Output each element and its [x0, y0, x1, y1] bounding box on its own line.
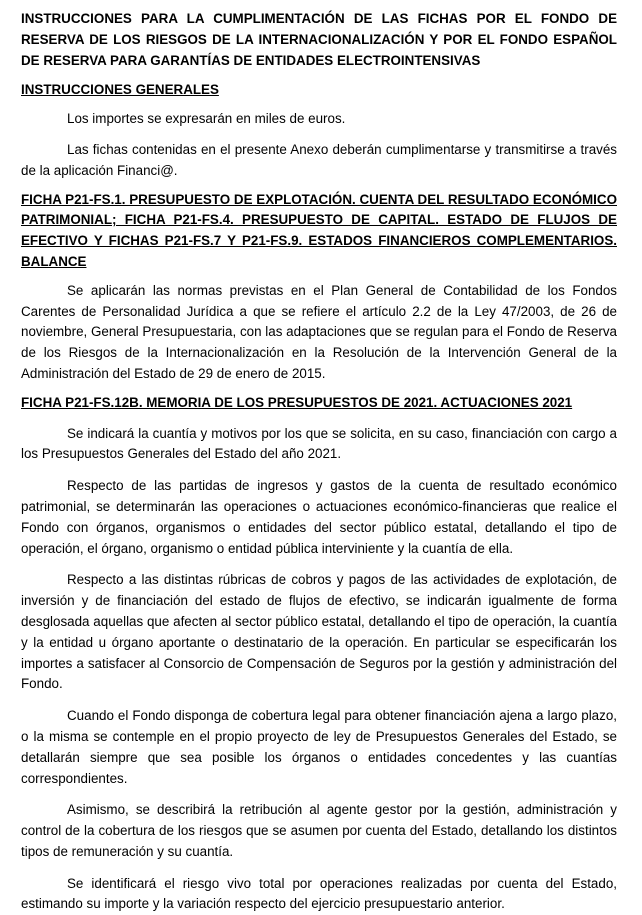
- document-page: [21, 9, 617, 915]
- paragraph: Los importes se expresarán en miles de euros.: [67, 111, 346, 127]
- paragraph: Asimismo, se describirá la retribución al agente gestor por la gestión, administración y control de la cobertura de los riesgos que se asumen por cuenta del Estado, detallando los distintos tipos de remuneración y su cuantía.: [21, 802, 617, 859]
- section-heading-instrucciones-generales: INSTRUCCIONES GENERALES: [21, 82, 219, 98]
- paragraph: Respecto a las distintas rúbricas de cobros y pagos de las actividades de explotación, de inversión y de financiación del estado de flujos de efectivo, se indicarán igualmente de forma desglosada aquellas que afecten al sector público estatal, detallando el tipo de operación, la cuantía y la entidad u órgano aportante o destinatario de la operación. En particular se especificarán los importes a satisfacer al Consorcio de Compensación de Seguros por la gestión y administración del Fondo.: [21, 572, 617, 692]
- paragraph: Se identificará el riesgo vivo total por operaciones realizadas por cuenta del Estado, estimando su importe y la variación respecto del ejercicio presupuestario anterior.: [21, 875, 617, 912]
- paragraph: Se indicará la cuantía y motivos por los que se solicita, en su caso, financiación con cargo a los Presupuestos Generales del Estado del año 2021.: [21, 425, 617, 462]
- paragraph: Respecto de las partidas de ingresos y gastos de la cuenta de resultado económico patrimonial, se determinarán las operaciones o actuaciones económico-financieras que realice el Fondo con órganos, organismos o entidades del sector público estatal, detallando el tipo de operación, el órgano, organismo o entidad pública interviniente y la cuantía de ella.: [21, 478, 617, 556]
- paragraph: Las fichas contenidas en el presente Anexo deberán cumplimentarse y transmitirse a través de la aplicación Financi@.: [21, 141, 617, 178]
- section-heading-ficha-fs1-fs4-fs7-fs9: FICHA P21-FS.1. PRESUPUESTO DE EXPLOTACIÓN. CUENTA DEL RESULTADO ECONÓMICO PATRIMONIAL; FICHA P21-FS.4. PRESUPUESTO DE CAPITAL. ESTADO DE FLUJOS DE EFECTIVO Y FICHAS P21-FS.7 Y P21-FS.9. ESTADOS FINANCIEROS COMPLEMENTARIOS. BALANCE: [21, 191, 617, 269]
- paragraph: Se aplicarán las normas previstas en el Plan General de Contabilidad de los Fondos Carentes de Personalidad Jurídica a que se refiere el artículo 2.2 de la Ley 47/2003, de 26 de noviembre, General Presupuestaria, con las adaptaciones que se regulan para el Fondo de Reserva de los Riesgos de la Internacionalización en la Resolución de la Intervención General de la Administración del Estado de 29 de enero de 2015.: [21, 282, 617, 381]
- section-heading-ficha-fs12b: FICHA P21-FS.12B. MEMORIA DE LOS PRESUPUESTOS DE 2021. ACTUACIONES 2021: [21, 394, 573, 410]
- document-title: INSTRUCCIONES PARA LA CUMPLIMENTACIÓN DE LAS FICHAS POR EL FONDO DE RESERVA DE LOS RIESGOS DE LA INTERNACIONALIZACIÓN Y POR EL FONDO ESPAÑOL DE RESERVA PARA GARANTÍAS DE ENTIDADES ELECTROINTENSIVAS: [21, 11, 617, 68]
- paragraph: Cuando el Fondo disponga de cobertura legal para obtener financiación ajena a largo plazo, o la misma se contemple en el propio proyecto de ley de Presupuestos Generales del Estado, se detallarán siempre que sea posible los órganos o entidades concedentes y las cuantías correspondientes.: [21, 708, 617, 786]
